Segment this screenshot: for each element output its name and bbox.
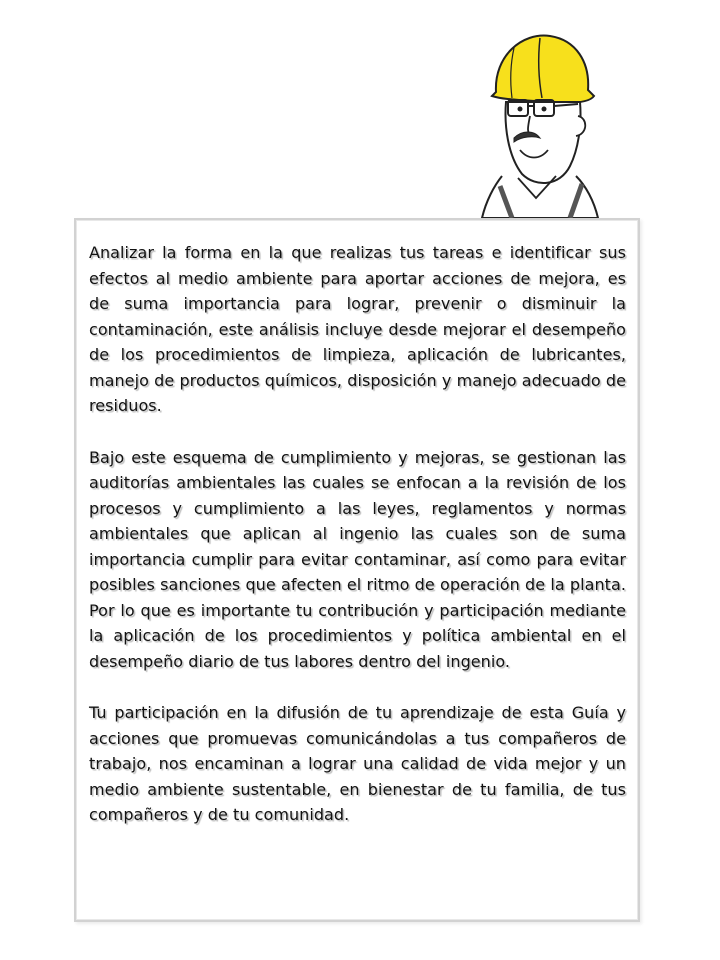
paragraph-intro: Analizar la forma en la que realizas tus tareas e identificar sus efectos al medio ambiente para aportar acciones de mejora, es de suma importancia para lograr, prevenir o disminuir la contaminación, este análisis incluye desde mejorar el desempeño de los procedimientos de limpieza, aplicación de lubricantes, manejo de productos químicos, disposición y manejo adecuado de residuos. — [89, 243, 626, 415]
hard-hat-icon — [492, 36, 594, 103]
face-icon — [506, 102, 581, 183]
text-box — [74, 218, 640, 922]
construction-worker-illustration — [478, 26, 602, 218]
worker-drawing — [478, 26, 602, 218]
paragraph-audits: Bajo este esquema de cumplimiento y mejoras, se gestionan las auditorías ambientales las cuales se enfocan a la revisión de los procesos y cumplimiento a las leyes, reglamentos y normas ambientales que aplican al ingenio las cuales son de suma importancia cumplir para evitar contaminar, así como para evitar posibles sanciones que afecten el ritmo de operación de la planta. Por lo que es importante tu contribución y participación mediante la aplicación de los procedimientos y política ambiental en el desempeño diario de tus labores dentro del ingenio. — [89, 447, 626, 671]
paragraph-participation: Tu participación en la difusión de tu aprendizaje de esta Guía y acciones que promuevas comunicándolas a tus compañeros de trabajo, nos encaminan a lograr una calidad de vida mejor y un medio ambiente sustentable, en bienestar de tu familia, de tus compañeros y de tu comunidad. — [89, 703, 626, 824]
